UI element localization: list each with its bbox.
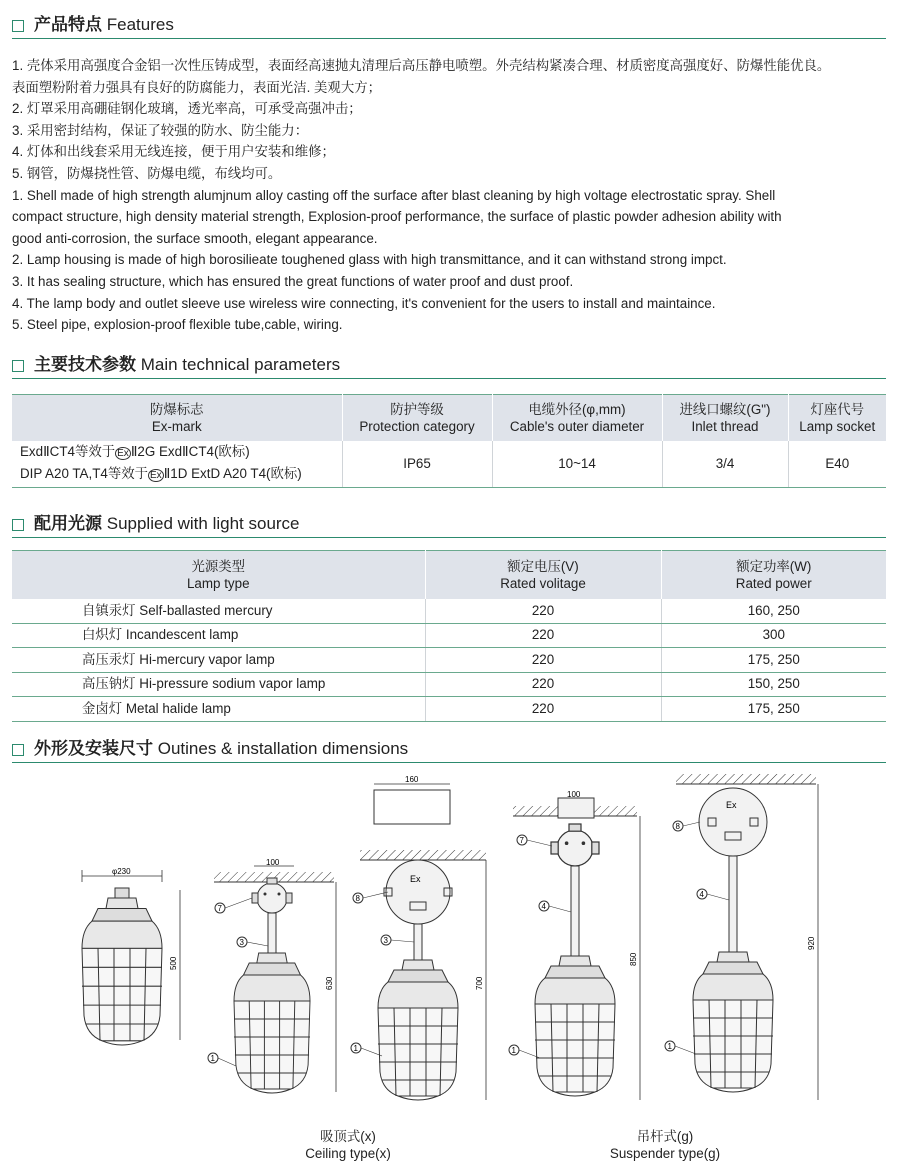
feature-line: 2. Lamp housing is made of high borosilieate toughened glass with high transmittance, and it can withstand strong impct. [12, 252, 727, 268]
section-checkbox-icon [12, 519, 24, 531]
callout-label: 8 [355, 894, 360, 903]
socket-cell: E40 [788, 441, 886, 488]
light-heading-cn: 配用光源 [34, 514, 102, 533]
drawing-suspender-7 [513, 790, 640, 1100]
suspender-caption: 吊杆式(g) Suspender type(g) [609, 1129, 721, 1161]
section-divider [12, 38, 886, 39]
table-row: 金卤灯 Metal halide lamp 220 175, 250 [12, 697, 886, 722]
drawing-ceiling-7 [214, 858, 336, 1093]
feature-line: 3. 采用密封结构，保证了较强的防水、防尘能力： [12, 122, 309, 138]
dim-label: 160 [405, 775, 419, 784]
callout-label: 7 [217, 904, 222, 913]
table-row: 高压汞灯 Hi-mercury vapor lamp 220 175, 250 [12, 648, 886, 673]
feature-line: 5. Steel pipe, explosion-proof flexible tube,cable, wiring. [12, 317, 343, 333]
table-row: 高压钠灯 Hi-pressure sodium vapor lamp 220 150, 250 [12, 672, 886, 697]
col-header: 防护等级 Protection category [342, 395, 492, 442]
ex-label: Ex [726, 800, 737, 810]
params-heading-en: Main technical parameters [140, 355, 341, 374]
feature-line: 1. Shell made of high strength alumjnum alloy casting off the surface after blast cleaning by high voltage electrostatic spray. Shell [12, 187, 776, 203]
callout-label: 1 [210, 1054, 215, 1063]
callout-label: 1 [511, 1046, 516, 1055]
col-header: 电缆外径(φ,mm) Cable's outer diameter [492, 395, 662, 442]
light-table [12, 550, 886, 722]
col-header: 额定电压(V) Rated volitage [425, 551, 661, 600]
col-header: 进线口螺纹(G") Inlet thread [662, 395, 788, 442]
dim-label: 700 [475, 976, 484, 990]
dim-label: φ230 [112, 867, 131, 876]
section-divider [12, 537, 886, 538]
ex-label: Ex [410, 874, 421, 884]
dim-label: 920 [807, 936, 816, 950]
dims-header [12, 738, 886, 764]
callout-label: 3 [383, 936, 388, 945]
callout-label: 8 [675, 822, 680, 831]
section-checkbox-icon [12, 20, 24, 32]
features-heading-en: Features [106, 15, 174, 34]
installation-drawings [0, 770, 900, 1166]
section-divider [12, 378, 886, 379]
table-row: 白炽灯 Incandescent lamp 220 300 [12, 623, 886, 648]
col-header: 光源类型 Lamp type [12, 551, 425, 600]
params-heading-cn: 主要技术参数 [34, 355, 136, 374]
ex-symbol-icon: Ex [150, 470, 162, 481]
drawing-ceiling-8 [360, 775, 486, 1100]
feature-line: 5. 钢管，防爆挠性管、防爆电缆，布线均可。 [12, 166, 282, 181]
col-header: 防爆标志 Ex-mark [12, 395, 342, 442]
callout-label: 3 [239, 938, 244, 947]
ex-symbol-icon: Ex [117, 448, 129, 459]
callout-label: 1 [667, 1042, 672, 1051]
exmark-cell: ExdⅡCT4等效于 Ex Ⅱ2G ExdⅡCT4(欧标) DIP A20 TA,T4等效于 Ex Ⅱ1D ExtD A20 T4(欧标) [12, 441, 342, 488]
params-header-row [12, 395, 886, 442]
feature-line: 4. The lamp body and outlet sleeve use wireless wire connecting, it's convenient for the users to install and maintaince. [12, 295, 716, 311]
ceiling-caption: 吸顶式(x) Ceiling type(x) [305, 1129, 391, 1161]
light-heading-en: Supplied with light source [106, 514, 300, 533]
cable-cell: 10~14 [492, 441, 662, 488]
section-checkbox-icon [12, 744, 24, 756]
params-table [12, 394, 886, 488]
feature-line: compact structure, high density material strength, Explosion-proof performance, the surface of plastic powder adhesion ability with [12, 209, 782, 225]
table-row: 自镇汞灯 Self-ballasted mercury 220 160, 250 [12, 599, 886, 623]
dim-label: 100 [266, 858, 280, 867]
thread-cell: 3/4 [662, 441, 788, 488]
section-divider [12, 762, 886, 763]
dim-label: 630 [325, 976, 334, 990]
protection-cell: IP65 [342, 441, 492, 488]
feature-line: 3. It has sealing structure, which has ensured the great functions of water proof and dust proof. [12, 274, 574, 289]
col-header: 额定功率(W) Rated power [661, 551, 886, 600]
col-header: 灯座代号 Lamp socket [788, 395, 886, 442]
drawing-standalone [82, 867, 180, 1045]
feature-line: good anti-corrosion, the surface smooth, elegant appearance. [12, 230, 378, 246]
features-header [12, 14, 886, 40]
callout-label: 4 [541, 902, 546, 911]
dims-heading-cn: 外形及安装尺寸 [34, 739, 153, 758]
dims-heading-en: Outines & installation dimensions [157, 739, 409, 758]
callout-label: 4 [699, 890, 704, 899]
callout-label: 7 [519, 836, 524, 845]
dim-label: 500 [169, 956, 178, 970]
callout-label: 1 [353, 1044, 358, 1053]
dim-label: 850 [629, 952, 638, 966]
feature-line: 2. 灯罩采用高硼硅钢化玻璃，透光率高，可承受高强冲击； [12, 101, 362, 117]
section-checkbox-icon [12, 360, 24, 372]
light-header-row [12, 551, 886, 600]
feature-line: 4. 灯体和出线套采用无线连接，便于用户安装和维修； [12, 144, 335, 160]
feature-line: 表面塑粉附着力强具有良好的防腐能力，表面光洁. 美观大方； [12, 79, 381, 95]
dim-label: 100 [567, 790, 581, 799]
light-header [12, 513, 886, 539]
features-heading-cn: 产品特点 [34, 15, 102, 34]
table-row [12, 441, 886, 488]
feature-line: 1. 壳体采用高强度合金铝一次性压铸成型，表面经高速抛丸清理后高压静电喷塑。外壳结构紧凑合理、材质密度高强度好、防爆性能优良。 [12, 58, 831, 73]
params-header [12, 354, 886, 380]
